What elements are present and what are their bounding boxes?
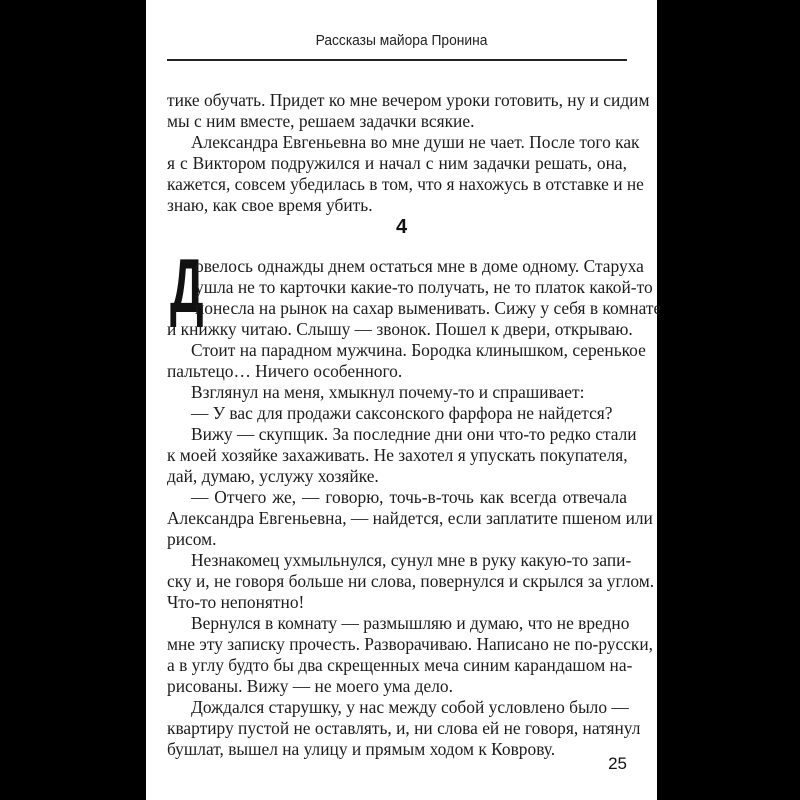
chapter-number: 4	[395, 216, 408, 238]
text-line: — У вас для продажи саксонского фарфора не найдется?	[191, 403, 613, 423]
text-block-2	[167, 244, 662, 760]
header-rule	[167, 59, 627, 61]
text-line: кажется, совсем убедилась в том, что я нахожусь в отставке и не	[167, 174, 644, 194]
text-line: и книжку читаю. Слышу — звонок. Пошел к двери, открываю.	[167, 319, 633, 339]
text-line: а в углу будто бы два скрещенных меча синим карандашом на-	[167, 655, 633, 675]
drop-cap: Д	[170, 244, 204, 329]
text-line: понесла на рынок на сахар выменивать. Сижу у себя в комнате	[195, 298, 662, 318]
page-number: 25	[608, 754, 627, 773]
text-line: Дождался старушку, у нас между собой условлено было —	[191, 697, 629, 717]
text-line: я с Виктором подружился и начал с ним задачки решать, она,	[167, 153, 627, 173]
text-line: квартиру пустой не оставлять, и, ни слова ей не говоря, натянул	[167, 718, 641, 738]
text-line: рисом.	[167, 529, 217, 549]
running-header: Рассказы майора Пронина	[315, 32, 488, 49]
text-line: знаю, как свое время убить.	[167, 195, 373, 215]
text-line: к моей хозяйке захаживать. Не захотел я упускать покупателя,	[167, 445, 628, 465]
text-line: Стоит на парадном мужчина. Бородка клинышком, серенькое	[191, 340, 646, 360]
text-block-1	[167, 90, 650, 216]
text-line: ушла не то карточки какие-то получать, не то платок какой-то	[195, 277, 653, 297]
text-line: тике обучать. Придет ко мне вечером уроки готовить, ну и сидим	[167, 90, 650, 110]
book-page	[146, 0, 662, 800]
text-line: Александра Евгеньевна во мне души не чает. После того как	[191, 132, 640, 152]
text-line: бушлат, вышел на улицу и прямым ходом к Коврову.	[167, 739, 556, 759]
text-line: — Отчего же, — говорю, точь-в-точь как всегда отвечала	[191, 487, 627, 507]
text-line: пальтецо… Ничего особенного.	[167, 361, 403, 381]
text-line: Вернулся в комнату — размышляю и думаю, что не вредно	[191, 613, 630, 633]
text-line: овелось однажды днем остаться мне в доме одному. Старуха	[195, 256, 644, 276]
text-line: Александра Евгеньевна, — найдется, если заплатите пшеном или	[167, 508, 653, 528]
text-line: рисованы. Вижу — не моего ума дело.	[167, 676, 453, 696]
text-line: мы с ним вместе, решаем задачки всякие.	[167, 111, 475, 131]
text-line: Что-то непонятно!	[167, 592, 305, 612]
text-line: Незнакомец ухмыльнулся, сунул мне в руку какую-то запи-	[191, 550, 632, 570]
text-line: ску и, не говоря больше ни слова, повернулся и скрылся за углом.	[167, 571, 655, 591]
text-line: дай, думаю, услужу хозяйке.	[167, 466, 379, 486]
text-line: мне эту записку прочесть. Разворачиваю. Написано не по-русски,	[167, 634, 654, 654]
text-line: Взглянул на меня, хмыкнул почему-то и спрашивает:	[191, 382, 585, 402]
text-line: Вижу — скупщик. За последние дни они что-то редко стали	[191, 424, 637, 444]
